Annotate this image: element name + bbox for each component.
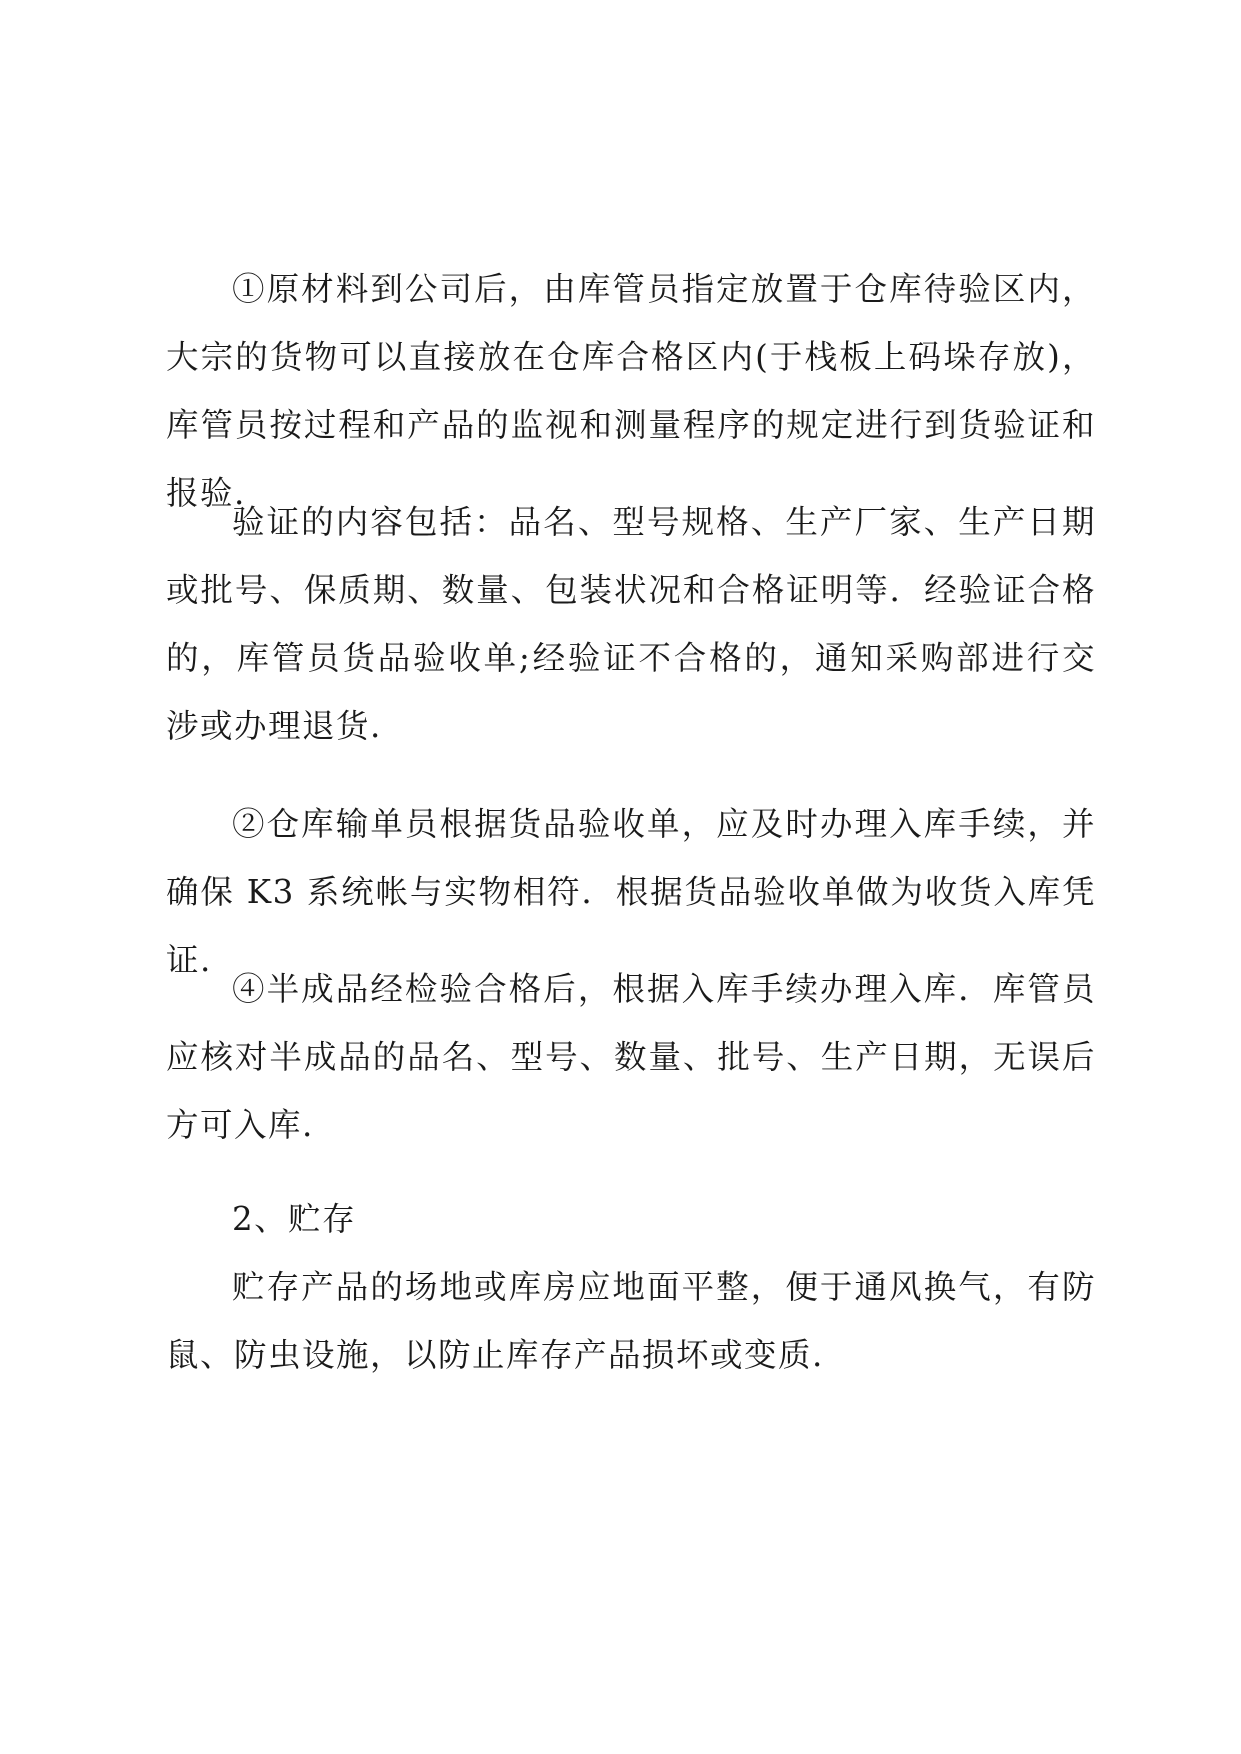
paragraph-verification-content: 验证的内容包括：品名、型号规格、生产厂家、生产日期或批号、保质期、数量、包装状况和合格证明等．经验证合格的，库管员货品验收单;经验证不合格的，通知采购部进行交涉或办理退货.	[166, 503, 1096, 745]
paragraph-raw-material-arrival: ①原材料到公司后，由库管员指定放置于仓库待验区内，大宗的货物可以直接放在仓库合格区内(于栈板上码垛存放)，库管员按过程和产品的监视和测量程序的规定进行到货验证和报验.	[166, 270, 1096, 512]
paragraph-warehouse-entry: ②仓库输单员根据货品验收单，应及时办理入库手续，并确保 K3 系统帐与实物相符．根据货品验收单做为收货入库凭证.	[166, 805, 1096, 979]
section-heading-storage: 2、贮存	[232, 1200, 357, 1238]
paragraph-semi-finished-goods: ④半成品经检验合格后，根据入库手续办理入库．库管员应核对半成品的品名、型号、数量、批号、生产日期，无误后方可入库.	[166, 970, 1096, 1144]
paragraph-storage-requirements: 贮存产品的场地或库房应地面平整，便于通风换气，有防鼠、防虫设施，以防止库存产品损坏或变质.	[166, 1268, 1096, 1374]
